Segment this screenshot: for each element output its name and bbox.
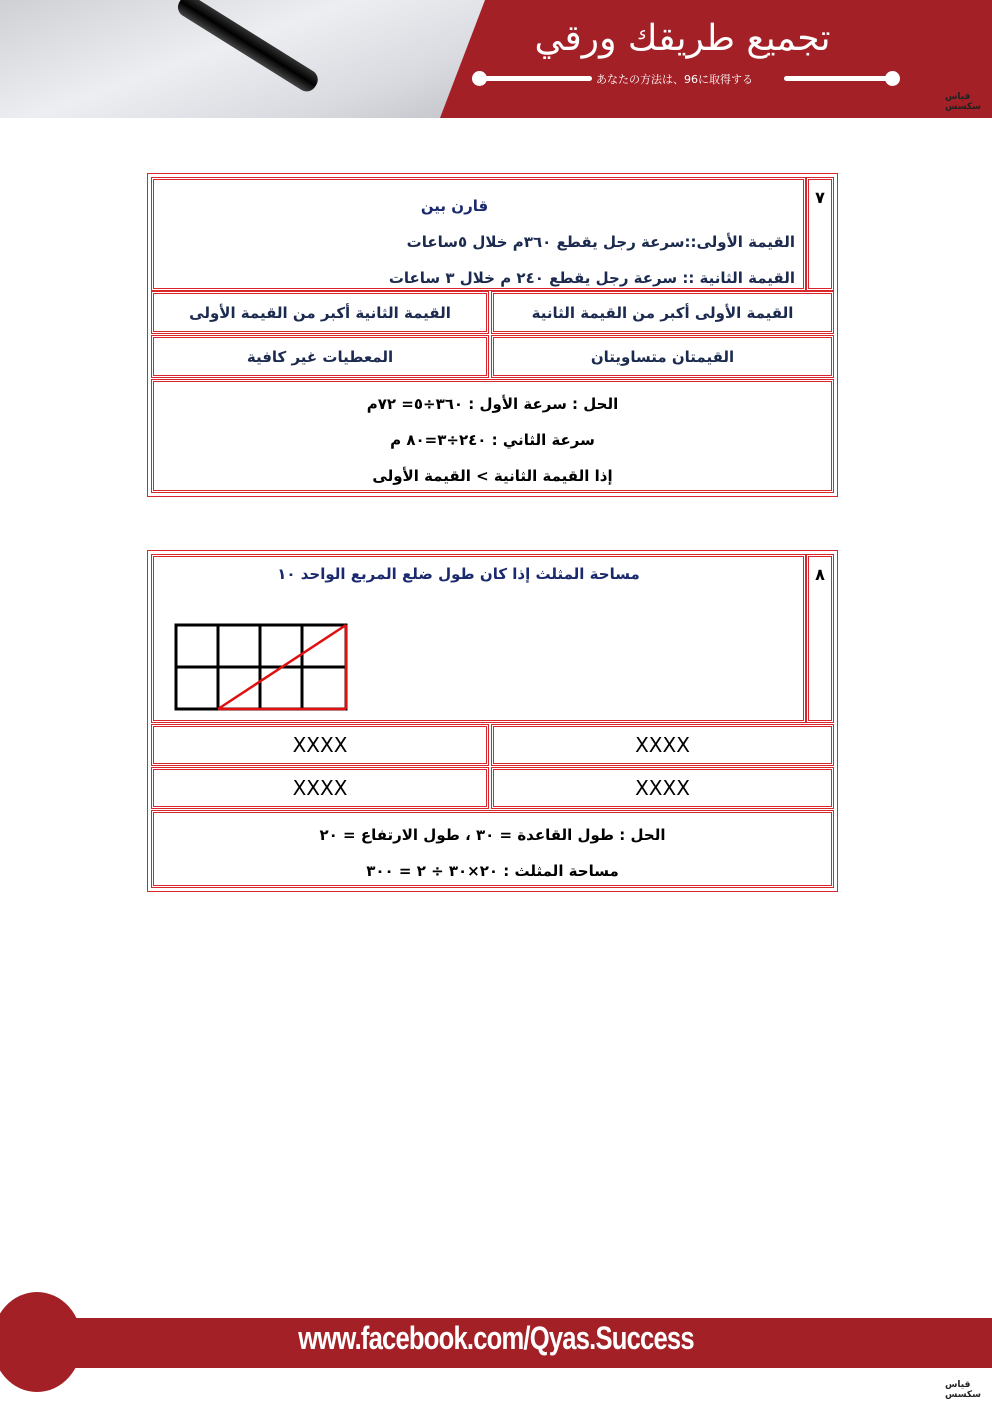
header-logo: قياس سكسس <box>945 92 981 112</box>
header-title: تجميع طريقك ورقي <box>534 18 831 59</box>
question-line: القيمة الأولى::سرعة رجل يقطع ٣٦٠م خلال ٥ساعات <box>406 233 795 251</box>
pen-image <box>174 0 321 95</box>
option-c[interactable]: XXXX <box>491 767 834 809</box>
question-title: مساحة المثلث إذا كان طول ضلع المربع الواحد ١٠ <box>277 565 640 583</box>
question-7 <box>147 173 838 497</box>
solution-line: إذا القيمة الثانية > القيمة الأولى <box>372 467 613 485</box>
solution-line: الحل : سرعة الأول : ٣٦٠÷٥= ٧٢م <box>366 395 619 413</box>
option-b[interactable]: XXXX <box>151 724 489 766</box>
solution-line: سرعة الثاني : ٢٤٠÷٣=٨٠ م <box>390 431 595 449</box>
footer-logo: قياس سكسس <box>945 1380 981 1400</box>
option-a[interactable]: XXXX <box>491 724 834 766</box>
option-d[interactable]: المعطيات غير كافية <box>151 335 489 378</box>
solution <box>151 379 834 493</box>
header-line <box>784 76 892 81</box>
solution-line: مساحة المثلث : ٢٠×٣٠ ÷ ٢ = ٣٠٠ <box>366 862 619 880</box>
footer-url[interactable]: www.facebook.com/Qyas.Success <box>298 1320 694 1356</box>
option-d[interactable]: XXXX <box>151 767 489 809</box>
question-8 <box>147 550 838 892</box>
header-line <box>480 76 592 81</box>
footer-circle <box>0 1292 82 1392</box>
question-number: ٨ <box>806 554 834 723</box>
option-c[interactable]: القيمتان متساويتان <box>491 335 834 378</box>
question-title: قارن بين <box>420 197 489 215</box>
question-7-body <box>151 177 806 291</box>
header-subtitle: あなたの方法は、96に取得する <box>596 73 753 86</box>
header-dot <box>885 71 900 86</box>
question-number: ٧ <box>806 177 834 291</box>
solution <box>151 810 834 888</box>
option-b[interactable]: القيمة الثانية أكبر من القيمة الأولى <box>151 291 489 334</box>
solution-line: الحل : طول القاعدة = ٣٠ ، طول الارتفاع = ٢٠ <box>319 826 666 844</box>
question-8-body <box>151 554 806 723</box>
option-a[interactable]: القيمة الأولى أكبر من القيمة الثانية <box>491 291 834 334</box>
question-line: القيمة الثانية :: سرعة رجل يقطع ٢٤٠ م خلال ٣ ساعات <box>388 269 795 287</box>
grid-triangle-figure <box>174 623 350 713</box>
